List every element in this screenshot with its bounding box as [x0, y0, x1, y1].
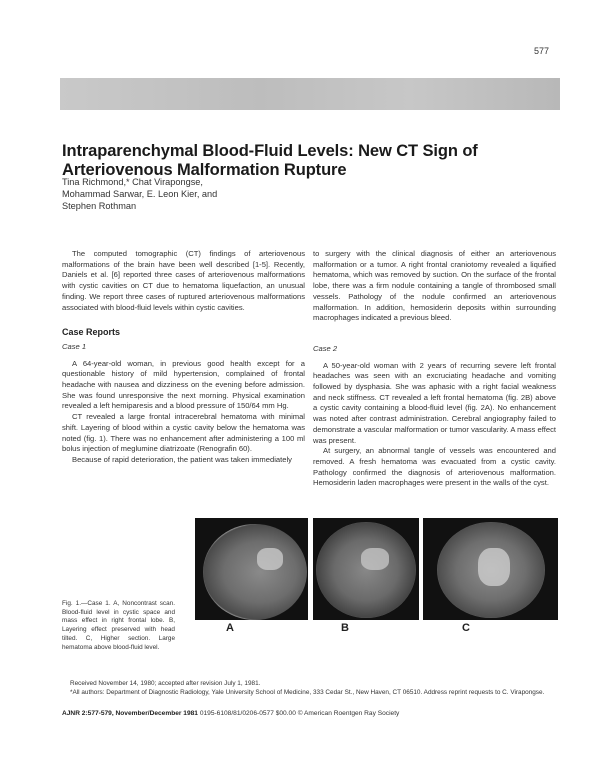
journal-citation-rest: 0195-6108/81/0206-0577 $00.00 © American Roentgen Ray Society — [197, 710, 400, 717]
intro-paragraph: The computed tomographic (CT) findings of arteriovenous malformations of the brain have been well described [1-5]. Recently, Daniels et al. [6] reported three cases of arteriovenous malformations with cystic cavities on CT due to hematoma liquefaction, an unusual finding. We report three cases of ruptured arteriovenous malformations associated with blood-fluid levels within cystic cavities. — [62, 249, 305, 312]
paragraph: Because of rapid deterioration, the patient was taken immediately — [72, 454, 292, 464]
article-title: Intraparenchymal Blood-Fluid Levels: New CT Sign of Arteriovenous Malformation Rupture — [62, 142, 478, 179]
left-column — [62, 249, 305, 466]
ct-scan-image-c — [423, 518, 558, 620]
paragraph: A 64-year-old woman, in previous good health except for a questionable history of mild hypertension, complained of frontal headache with nausea and dizziness on the evening before admission. She was found unresponsive the next morning. Physical examination revealed a left hemiparesis and a blood pressure of 150/64 mm Hg. — [62, 358, 305, 411]
journal-citation-bold: AJNR 2:577-579, November/December 1981 — [62, 710, 198, 717]
panel-label-a: A — [226, 622, 234, 634]
panel-label-c: C — [462, 622, 470, 634]
header-band — [60, 78, 560, 110]
figure-caption: Fig. 1.—Case 1. A, Noncontrast scan. Blood-fluid level in cystic space and mass effect in right frontal lobe. B, Layering effect preserved with head tilted. C, Higher section. Large hematoma above blood-fluid level. — [62, 600, 175, 651]
paragraph: CT revealed a large frontal intracerebral hematoma with minimal shift. Layering of blood within a cystic cavity below the hematoma was noted (fig. 1). There was no enhancement after administering a 100 ml bolus injection of meglumine diatrizoate (Renografin 60). — [62, 412, 305, 454]
paragraph: At surgery, an abnormal tangle of vessels was encountered and removed. A fresh hematoma was evacuated from a cystic cavity. Pathology confirmed the diagnosis of arteriovenous malformation. Hemosiderin laden macrophages were present in the walls of the cyst. — [313, 446, 556, 488]
section-heading: Case Reports — [62, 327, 121, 338]
right-column — [313, 249, 556, 489]
ct-scan-image-b — [313, 518, 419, 620]
ct-scan-image-a — [195, 518, 308, 620]
footnotes — [62, 680, 560, 697]
case-heading: Case 2 — [313, 343, 338, 353]
panel-label-b: B — [341, 622, 349, 634]
paragraph: A 50-year-old woman with 2 years of recurring severe left frontal headaches was seen with an excruciating headache and vomiting followed by dysphasia. She was aphasic with a right facial weakness and neck stiffness. CT revealed a left frontal hematoma (fig. 2B) above a cystic cavity containing a blood-fluid level (fig. 2A). No enhancement was noted after contrast administration. Cerebral angiography failed to demonstrate a vascular malformation or tumor vascularity. A mass effect was present. — [313, 360, 556, 445]
author-line: Tina Richmond,* Chat Virapongse, — [62, 177, 203, 187]
author-line: Stephen Rothman — [62, 201, 137, 212]
received-note: Received November 14, 1980; accepted after revision July 1, 1981. — [70, 680, 261, 687]
page-number: 577 — [534, 46, 550, 56]
journal-citation — [62, 710, 399, 717]
author-list — [62, 176, 217, 213]
author-line: Mohammad Sarwar, E. Leon Kier, and — [62, 189, 218, 200]
affiliation-note: *All authors: Department of Diagnostic Radiology, Yale University School of Medicine, 333 Cedar St., New Haven, CT 06510. Address reprint requests to C. Virapongse. — [70, 688, 545, 696]
paragraph: to surgery with the clinical diagnosis of either an arteriovenous malformation or a tumor. A right frontal craniotomy revealed a liquified hematoma, which was removed by suction. On the surface of the frontal lobe, there was a firm nodule containing a tangle of thrombosed small vessels. Pathology of the nodule confirmed an arteriovenous malformation. In addition, hemosiderin deposits within surrounding macrophages indicated a previous bleed. — [313, 249, 556, 323]
case-heading: Case 1 — [62, 341, 87, 351]
